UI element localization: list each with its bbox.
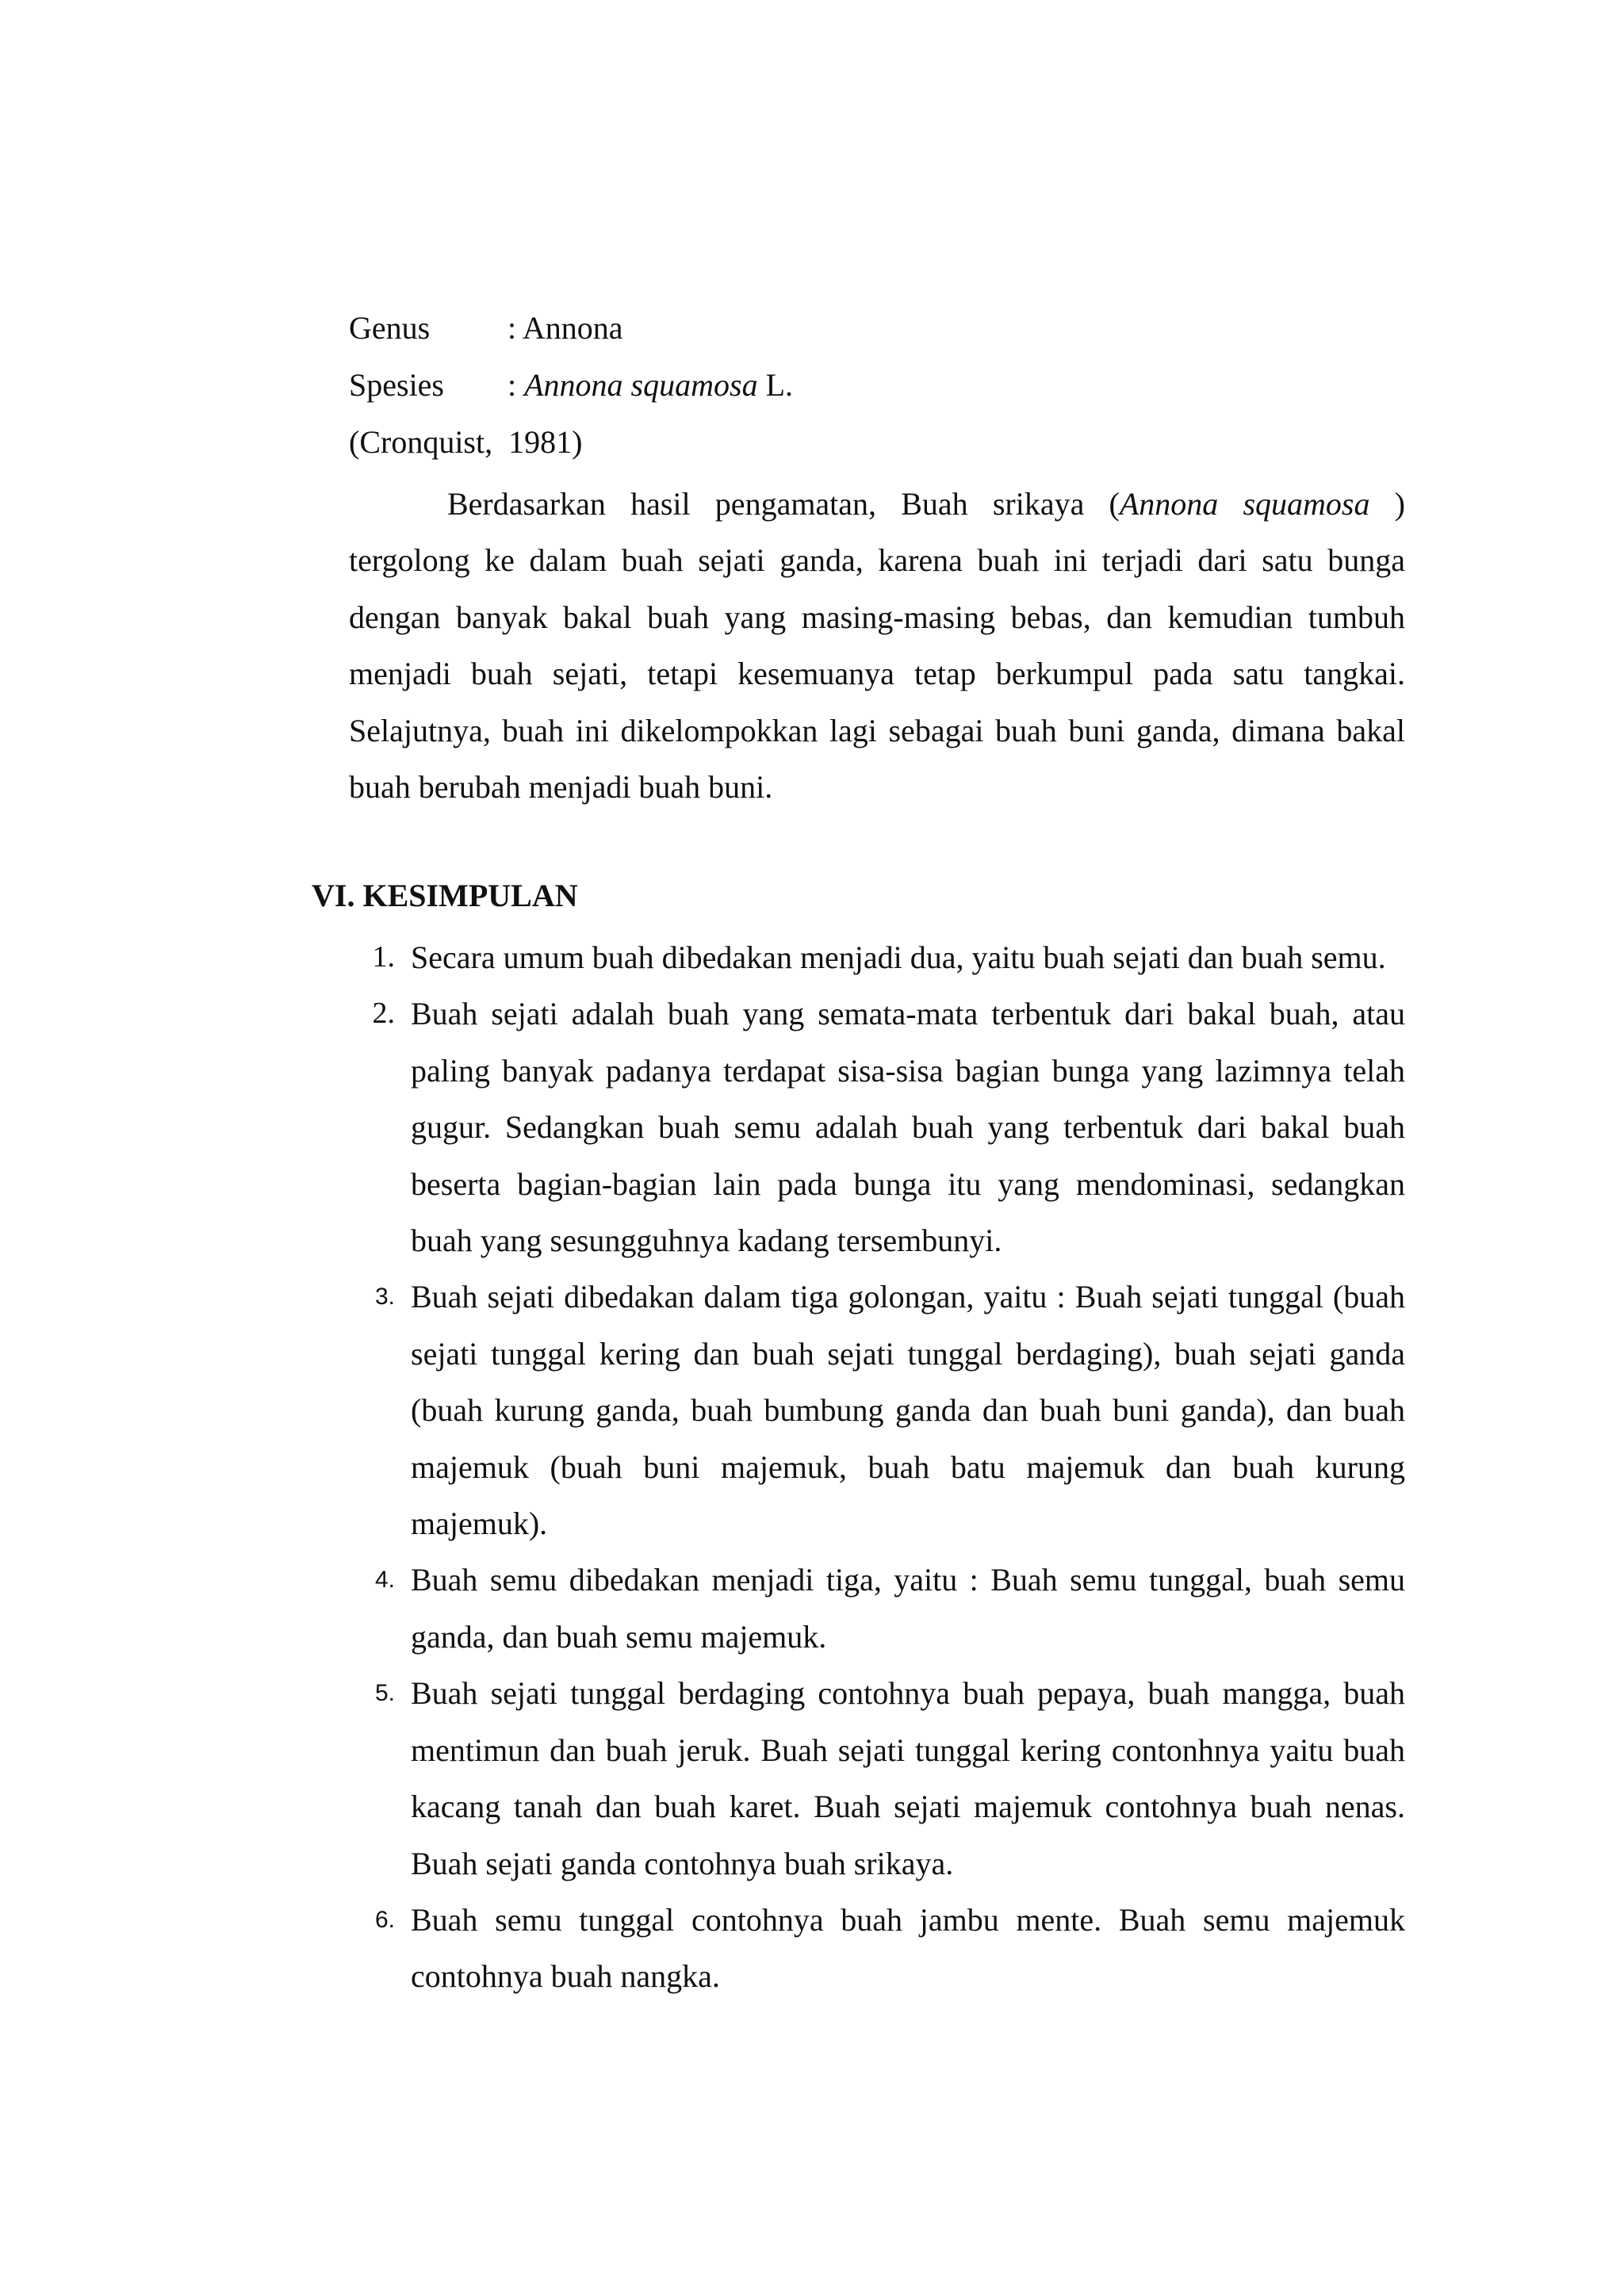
- list-item-text: Buah sejati dibedakan dalam tiga golongan, yaitu : Buah sejati tunggal (buah sejati tunggal kering dan buah sejati tunggal berdaging), buah sejati ganda (buah kurung ganda, buah bumbung ganda dan buah buni ganda), dan buah majemuk (buah buni majemuk, buah batu majemuk dan buah kurung majemuk).: [411, 1279, 1405, 1542]
- list-item-number: 1.: [372, 940, 395, 974]
- genus-label: Genus: [349, 310, 431, 346]
- list-item-text: Secara umum buah dibedakan menjadi dua, yaitu buah sejati dan buah semu.: [411, 939, 1386, 975]
- species-prefix: :: [508, 367, 525, 403]
- list-item-number: 3.: [374, 1284, 395, 1311]
- paragraph-text-end: ) tergolong ke dalam buah sejati ganda, karena buah ini terjadi dari satu bunga dengan banyak bakal buah yang masing-masing bebas, dan kemudian tumbuh menjadi buah sejati, tetapi kesemuanya tetap berkumpul pada satu tangkai. Selajutnya, buah ini dikelompokkan lagi sebagai buah buni ganda, dimana bakal buah berubah menjadi buah buni.: [349, 486, 1406, 806]
- list-item-number: 6.: [374, 1906, 395, 1933]
- list-item-number: 5.: [374, 1680, 395, 1707]
- species-name-italic: Annona squamosa: [524, 367, 758, 403]
- list-item: [374, 1665, 1405, 1892]
- citation: (Cronquist, 1981): [349, 424, 583, 460]
- list-item: [374, 1892, 1405, 2005]
- list-item: [372, 929, 1405, 985]
- list-item-number: 2.: [372, 997, 395, 1031]
- paragraph-text-start: Berdasarkan hasil pengamatan, Buah srikaya (: [447, 486, 1120, 522]
- genus-row: [349, 308, 1396, 349]
- list-item-text: Buah sejati tunggal berdaging contohnya buah pepaya, buah mangga, buah mentimun dan buah jeruk. Buah sejati tunggal kering contonhnya yaitu buah kacang tanah dan buah karet. Buah sejati majemuk contohnya buah nenas. Buah sejati ganda contohnya buah srikaya.: [411, 1675, 1405, 1881]
- genus-value: : Annona: [508, 310, 623, 346]
- list-item-number: 4.: [374, 1567, 395, 1594]
- list-item-text: Buah semu dibedakan menjadi tiga, yaitu : Buah semu tunggal, buah semu ganda, dan buah semu majemuk.: [411, 1562, 1405, 1655]
- list-item: [372, 985, 1405, 1269]
- paragraph-species-italic: Annona squamosa: [1119, 486, 1370, 522]
- species-suffix: L.: [757, 367, 794, 403]
- list-item-text: Buah sejati adalah buah yang semata-mata terbentuk dari bakal buah, atau paling banyak padanya terdapat sisa-sisa bagian bunga yang lazimnya telah gugur. Sedangkan buah semu adalah buah yang terbentuk dari bakal buah beserta bagian-bagian lain pada bunga itu yang mendominasi, sedangkan buah yang sesungguhnya kadang tersembunyi.: [411, 996, 1405, 1259]
- conclusion-list: [372, 929, 1405, 2005]
- species-row: [349, 365, 1396, 406]
- section-heading: VI. KESIMPULAN: [312, 878, 578, 913]
- observation-paragraph: [349, 476, 1405, 815]
- list-item-text: Buah semu tunggal contohnya buah jambu mente. Buah semu majemuk contohnya buah nangka.: [411, 1901, 1405, 1995]
- list-item: [374, 1269, 1405, 1552]
- species-label: Spesies: [349, 367, 444, 403]
- list-item: [374, 1552, 1405, 1665]
